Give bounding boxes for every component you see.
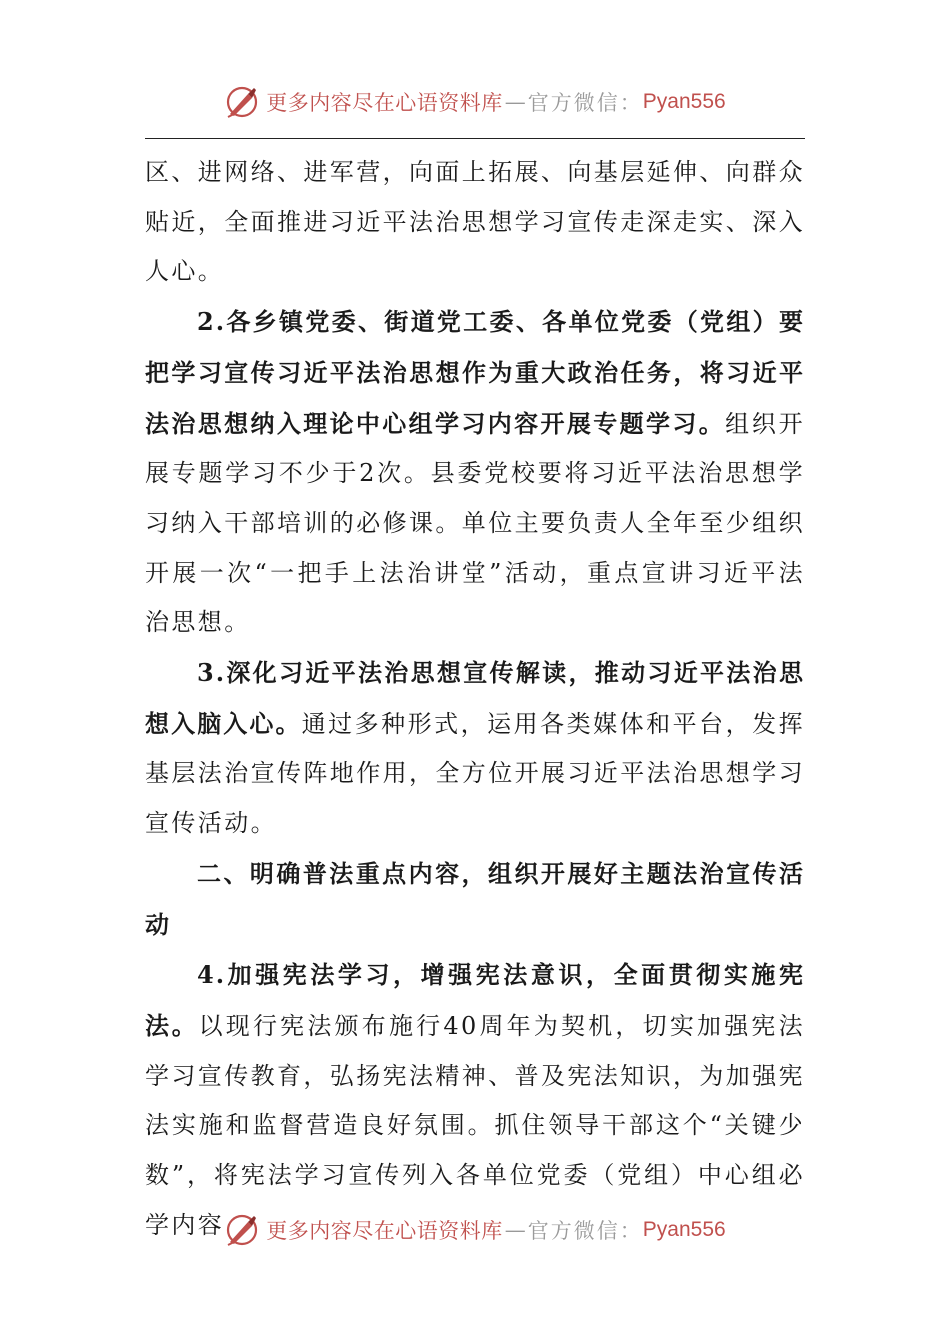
item-3-heading: 3.深化习近平法治思想宣传解读，推动习近平法治思想入脑入心。 (145, 658, 805, 738)
document-body (145, 148, 805, 1250)
item-2-heading: 2.各乡镇党委、街道党工委、各单位党委（党组）要把学习宣传习近平法治思想作为重大政治任务，将习近平法治思想纳入理论中心组学习内容开展专题学习。 (145, 307, 805, 438)
header-banner (0, 80, 950, 124)
item-4-text: 以现行宪法颁布施行40周年为契机，切实加强宪法学习宣传教育，弘扬宪法精神、普及宪法知识，为加强宪法实施和监督营造良好氛围。抓住领导干部这个“关键少数”，将宪法学习宣传列入各单位党委（党组）中心组必学内容 (145, 1011, 805, 1239)
brand-text: 更多内容尽在心语资料库 (266, 91, 503, 115)
item-4-heading: 4.加强宪法学习，增强宪法意识，全面贯彻实施宪法。 (145, 960, 805, 1040)
wechat-id: Pyan556 (642, 1218, 726, 1241)
item-2-text: 组织开展专题学习不少于2次。县委党校要将习近平法治思想学习纳入干部培训的必修课。单位主要负责人全年至少组织开展一次“一把手上法治讲堂”活动，重点宣讲习近平法治思想。 (145, 409, 805, 637)
item-3-text: 通过多种形式，运用各类媒体和平台，发挥基层法治宣传阵地作用，全方位开展习近平法治思想学习宣传活动。 (145, 709, 806, 838)
paragraph-item-2 (145, 297, 805, 648)
paragraph-continuation: 区、进网络、进军营，向面上拓展、向基层延伸、向群众贴近，全面推进习近平法治思想学习宣传走深走实、深入人心。 (145, 158, 805, 286)
section-heading-text: 二、明确普法重点内容，组织开展好主题法治宣传活动 (145, 858, 805, 939)
pen-nib-logo-icon (224, 84, 260, 120)
header-rule (145, 138, 805, 139)
pen-nib-logo-icon (224, 1212, 260, 1248)
section-heading (145, 849, 805, 950)
wechat-label: 官方微信： (527, 91, 643, 115)
banner-dash: — (504, 1218, 526, 1242)
wechat-id: Pyan556 (642, 90, 726, 113)
brand-text: 更多内容尽在心语资料库 (266, 1219, 503, 1243)
wechat-label: 官方微信： (527, 1219, 643, 1243)
paragraph-item-4 (145, 950, 805, 1250)
footer-banner (0, 1208, 950, 1252)
paragraph-item-3 (145, 648, 805, 849)
banner-dash: — (504, 90, 526, 114)
